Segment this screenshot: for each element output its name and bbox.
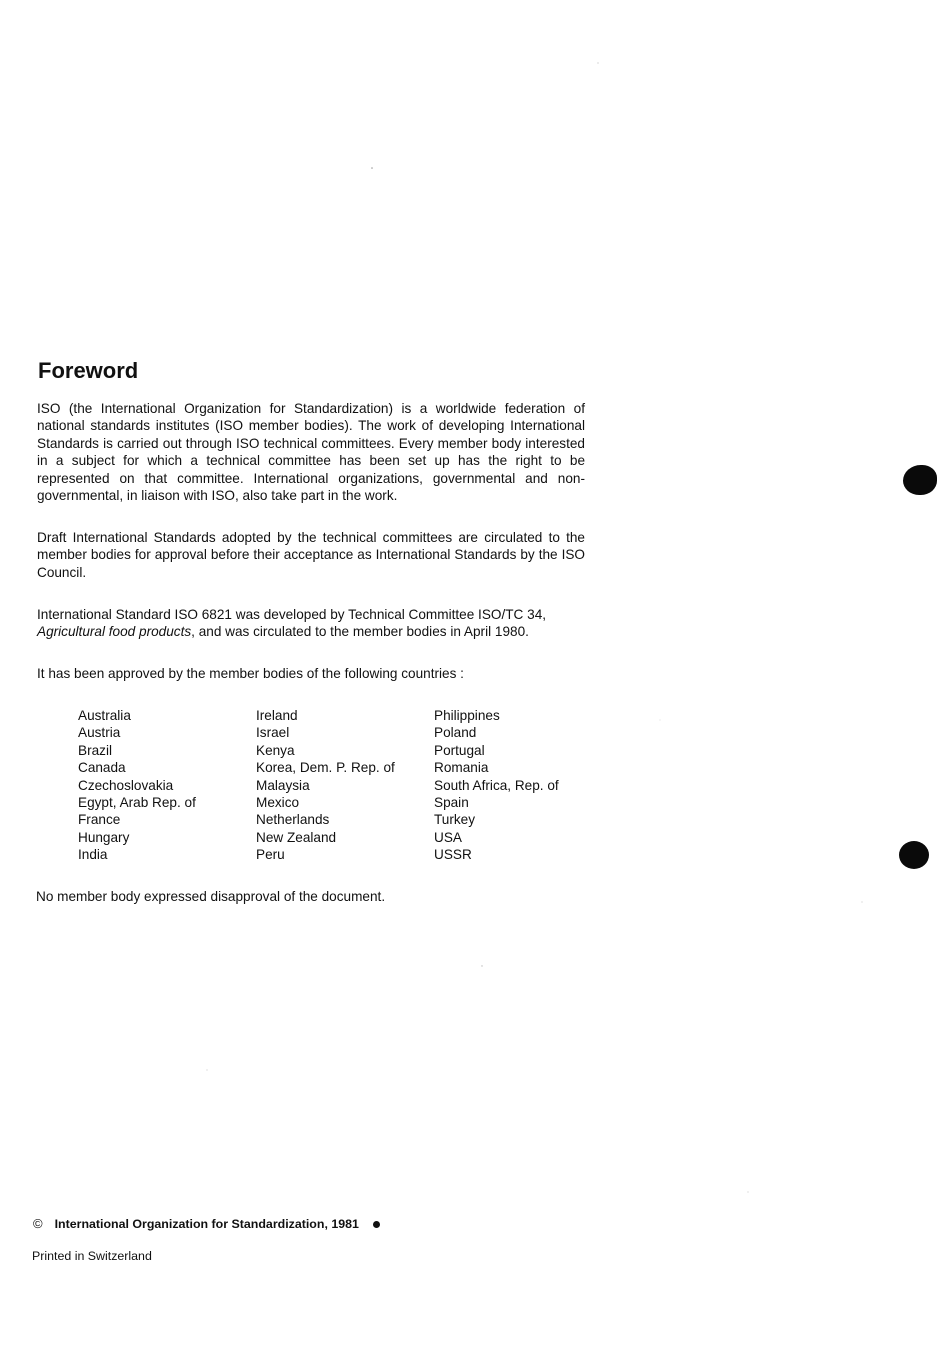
country-column-3 bbox=[434, 707, 604, 864]
development-text-before: International Standard ISO 6821 was developed by Technical Committee ISO/TC 34, bbox=[37, 607, 547, 622]
country-item: Peru bbox=[256, 847, 285, 863]
country-item: USSR bbox=[434, 847, 472, 863]
foreword-paragraph-disapproval: No member body expressed disapproval of the document. bbox=[36, 889, 386, 904]
foreword-paragraph-drafts: Draft International Standards adopted by the technical committees are circulated to the member bodies for approval before their acceptance as International Standards by the ISO Council. bbox=[37, 530, 585, 580]
country-item: New Zealand bbox=[256, 829, 337, 845]
country-column-2 bbox=[256, 707, 434, 864]
country-item: Mexico bbox=[256, 795, 300, 811]
country-item: Czechoslovakia bbox=[78, 777, 174, 793]
foreword-paragraph-approval: It has been approved by the member bodies of the following countries : bbox=[37, 666, 464, 681]
country-item: France bbox=[78, 812, 121, 828]
country-column-1 bbox=[78, 707, 256, 864]
country-item: India bbox=[78, 847, 108, 863]
country-item: Ireland bbox=[256, 708, 298, 723]
foreword-paragraph-development bbox=[37, 606, 585, 641]
country-item: Portugal bbox=[434, 742, 485, 758]
country-list bbox=[78, 707, 604, 864]
page-title: Foreword bbox=[38, 358, 139, 383]
copyright-line bbox=[33, 1216, 380, 1232]
country-item: Malaysia bbox=[256, 777, 310, 793]
development-text-after: , and was circulated to the member bodies in April 1980. bbox=[191, 624, 529, 640]
foreword-paragraph-iso: ISO (the International Organization for Standardization) is a worldwide federation of national standards institutes (ISO member bodies). The work of developing International Standards is carried out through ISO technical committees. Every member body interested in a subject for which a technical committee has been set up has the right to be represented on that committee. International organizations, governmental and non-governmental, in liaison with ISO, also take part in the work. bbox=[37, 401, 585, 504]
country-item: Korea, Dem. P. Rep. of bbox=[256, 760, 395, 776]
country-item: Canada bbox=[78, 760, 126, 776]
copyright-text: International Organization for Standardization, 1981 bbox=[54, 1217, 359, 1231]
country-item: Poland bbox=[434, 725, 477, 741]
country-item: USA bbox=[434, 829, 462, 845]
country-item: Brazil bbox=[78, 742, 112, 758]
punch-hole-icon bbox=[899, 841, 929, 869]
country-item: Austria bbox=[78, 725, 121, 741]
country-item: Egypt, Arab Rep. of bbox=[78, 795, 196, 811]
country-item: Australia bbox=[78, 708, 131, 723]
punch-hole-icon bbox=[903, 465, 937, 495]
country-item: Turkey bbox=[434, 812, 476, 828]
country-item: Israel bbox=[256, 725, 290, 741]
bullet-dot-icon bbox=[373, 1221, 380, 1228]
printed-in-note: Printed in Switzerland bbox=[32, 1249, 152, 1263]
country-item: Romania bbox=[434, 760, 489, 776]
country-item: Netherlands bbox=[256, 812, 330, 828]
country-item: Hungary bbox=[78, 829, 130, 845]
country-item: Kenya bbox=[256, 742, 295, 758]
copyright-symbol: © bbox=[33, 1216, 43, 1231]
country-item: South Africa, Rep. of bbox=[434, 777, 559, 793]
committee-name: Agricultural food products bbox=[37, 624, 192, 640]
country-item: Spain bbox=[434, 795, 469, 811]
country-item: Philippines bbox=[434, 708, 500, 723]
